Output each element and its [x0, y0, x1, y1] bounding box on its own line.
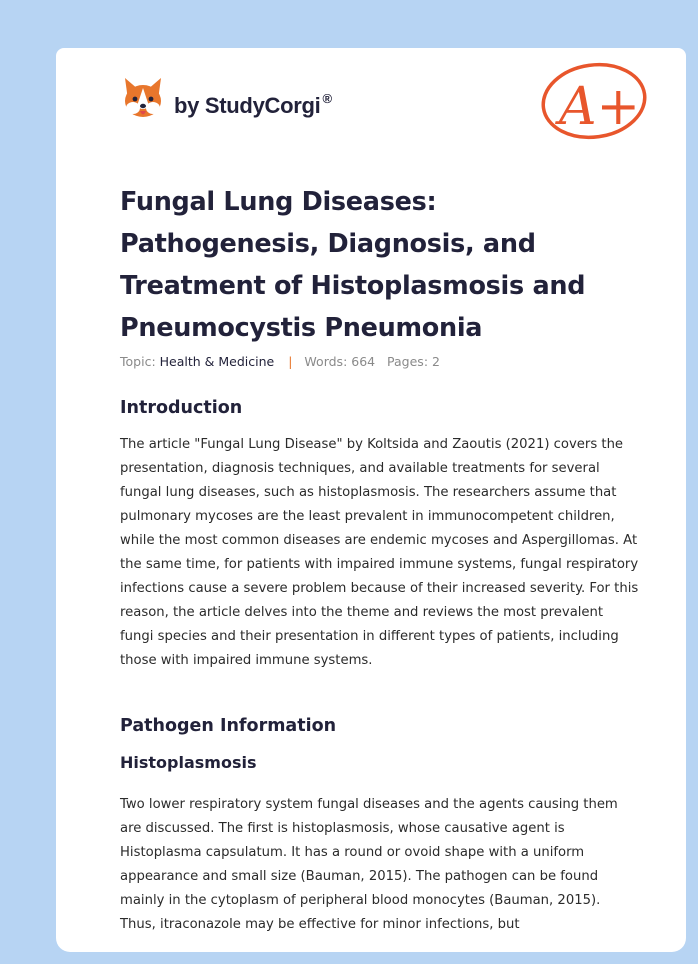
document-title: Fungal Lung Diseases: Pathogenesis, Diagnosis, and Treatment of Histoplasmosis and Pneumocystis Pneumonia	[120, 187, 586, 343]
pages-count: 2	[432, 354, 440, 369]
words-count: 664	[351, 354, 376, 369]
a-plus-icon	[539, 60, 649, 146]
histoplasmosis-paragraph: Two lower respiratory system fungal diseases and the agents causing them are discussed. The first is histoplasmosis, whose causative agent is Histoplasma capsulatum. It has a round or ovoid shape with a uniform appearance and small size (Bauman, 2015). The pathogen can be found mainly in the cytoplasm of peripheral blood monocytes (Bauman, 2015). Thus, itraconazole may be effective for minor infections, but	[120, 797, 618, 932]
corgi-icon[interactable]	[122, 76, 164, 126]
histoplasmosis-heading: Histoplasmosis	[120, 753, 257, 772]
document-meta	[120, 354, 440, 369]
topic-label: Topic:	[120, 354, 156, 369]
topic-link[interactable]: Health & Medicine	[159, 354, 275, 369]
introduction-heading: Introduction	[120, 398, 243, 418]
pages-label: Pages:	[387, 354, 429, 369]
grade-text: A+	[559, 77, 641, 137]
brand-text: by StudyCorgi	[174, 93, 321, 118]
brand-name[interactable]	[174, 93, 332, 119]
registered-mark: ®	[322, 91, 332, 106]
introduction-paragraph: The article "Fungal Lung Disease" by Koltsida and Zaoutis (2021) covers the presentation, diagnosis techniques, and available treatments for several fungal lung diseases, such as histoplasmosis. The researchers assume that pulmonary mycoses are the least prevalent in immunocompetent children, while the most common diseases are endemic mycoses and Aspergillomas. At the same time, for patients with impaired immune systems, fungal respiratory infections cause a severe problem because of their increased severity. For this reason, the article delves into the theme and reviews the most prevalent fungi species and their presentation in different types of patients, including those with impaired immune systems.	[120, 437, 639, 668]
words-label: Words:	[304, 354, 348, 369]
document-page	[56, 48, 686, 952]
pathogen-heading: Pathogen Information	[120, 716, 337, 736]
meta-separator: |	[288, 354, 293, 369]
